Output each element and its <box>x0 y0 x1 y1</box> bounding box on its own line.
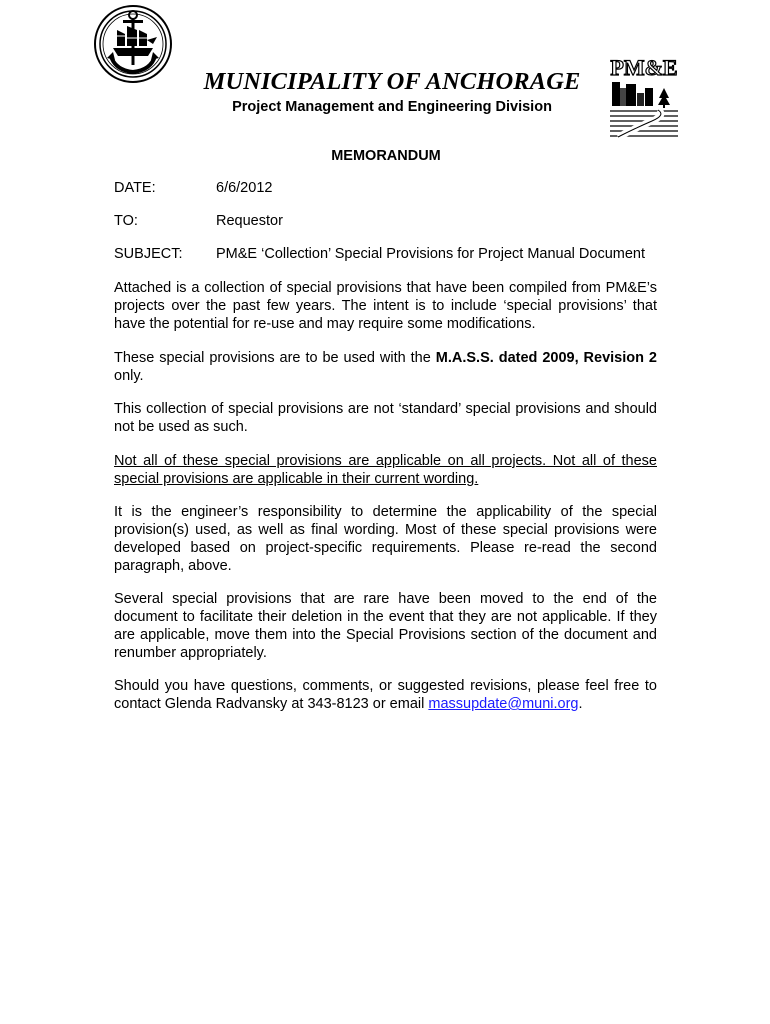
email-link[interactable]: massupdate@muni.org <box>428 696 579 712</box>
date-label: DATE: <box>114 180 156 196</box>
to-label: TO: <box>114 213 138 229</box>
date-field <box>114 180 272 196</box>
subject-field <box>114 246 645 262</box>
memo-title: MEMORANDUM <box>331 148 441 164</box>
pme-logo-text: PM&E <box>610 55 678 80</box>
paragraph-intro: Attached is a collection of special provisions that have been compiled from PM&E’s projects over the past few years. The intent is to include ‘special provisions’ that have the potential for re-use and may require some modifications. <box>114 280 657 332</box>
division-name: Project Management and Engineering Division <box>232 99 552 115</box>
paragraph-applicability-warning: Not all of these special provisions are applicable on all projects. Not all of these special provisions are applicable in their current wording. <box>114 453 657 487</box>
mass-revision-bold: M.A.S.S. dated 2009, Revision 2 <box>435 350 657 366</box>
paragraph-engineer-responsibility: It is the engineer’s responsibility to determine the applicability of the special provision(s) used, as well as final wording. Most of these special provisions were developed based on project-specific requirements. Please re-read the second paragraph, above. <box>114 504 657 574</box>
date-value: 6/6/2012 <box>216 180 273 196</box>
paragraph-not-standard: This collection of special provisions are not ‘standard’ special provisions and should not be used as such. <box>114 401 657 435</box>
subject-label: SUBJECT: <box>114 246 183 262</box>
organization-title: MUNICIPALITY OF ANCHORAGE <box>203 68 581 95</box>
subject-value: PM&E ‘Collection’ Special Provisions for Project Manual Document <box>216 246 646 262</box>
to-field <box>114 213 283 229</box>
paragraph-contact: Should you have questions, comments, or suggested revisions, please feel free to contact Glenda Radvansky at 343-8123 or email massupdate@muni.org. <box>114 678 657 712</box>
paragraph-rare-provisions: Several special provisions that are rare have been moved to the end of the document to facilitate their deletion in the event that they are not applicable. If they are applicable, move them into the Special Provisions section of the document and renumber appropriately. <box>114 591 657 661</box>
to-value: Requestor <box>216 213 283 229</box>
paragraph-mass-revision: These special provisions are to be used with the M.A.S.S. dated 2009, Revision 2 only. <box>114 350 657 384</box>
